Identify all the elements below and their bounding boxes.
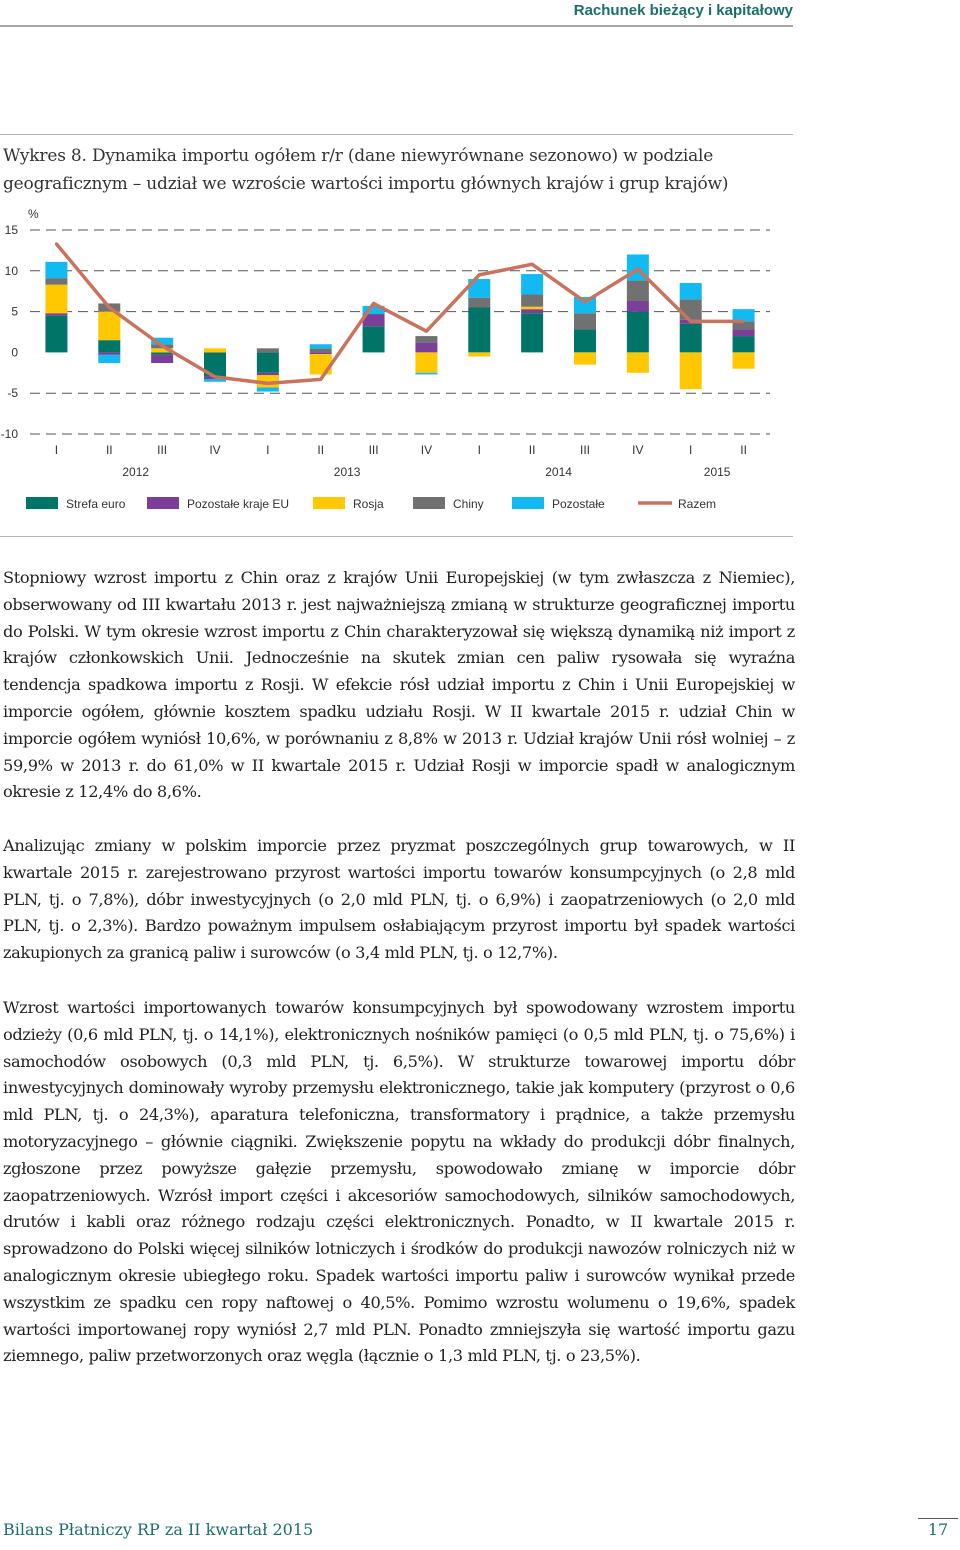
- chart: [0, 200, 793, 530]
- line-razem-point: [689, 320, 692, 323]
- caption-top-rule: [0, 134, 793, 135]
- bar-rosja: [468, 352, 490, 356]
- bar-strefa-euro: [151, 352, 173, 354]
- line-razem-point: [425, 330, 428, 333]
- line-razem-point: [742, 320, 745, 323]
- bar-chiny: [521, 294, 543, 306]
- x-tick-label: II: [105, 443, 113, 457]
- y-tick-label: -10: [0, 427, 18, 441]
- legend-swatch: [26, 497, 58, 509]
- bar-pozosta-e: [310, 344, 332, 348]
- bar-rosja: [574, 352, 596, 364]
- legend-label: Rosja: [353, 497, 384, 511]
- legend-label: Chiny: [453, 497, 484, 511]
- y-tick-label: 15: [4, 223, 18, 237]
- year-label: 2014: [545, 465, 572, 479]
- legend-swatch: [413, 497, 445, 509]
- x-tick-label: IV: [632, 443, 644, 457]
- footer-page-number: 17: [927, 1520, 949, 1539]
- bar-pozosta-e: [257, 387, 279, 391]
- bar-strefa-euro: [363, 326, 385, 352]
- bar-strefa-euro: [680, 324, 702, 353]
- bar-pozosta-e-kraje-eu: [310, 352, 332, 354]
- x-tick-label: II: [317, 443, 325, 457]
- paragraph-1-text: Stopniowy wzrost importu z Chin oraz z krajów Unii Europejskiej (w tym zwłaszcza z Niemiec), obserwowany od III kwartału 2013 r. jest najważniejszą zmianą w strukturze geograficznej importu do Polski. W tym okresie wzrost importu z Chin charakteryzował się większą dynamiką niż import z krajów członkowskich Unii. Jednocześnie na skutek zmian cen paliw rysowała się wyraźna tendencja spadkowa importu z Rosji. W efekcie rósł udział importu z Chin i Unii Europejskiej w imporcie ogółem, głównie kosztem spadku udziału Rosji. W II kwartale 2015 r. udział Chin w imporcie ogółem wyniósł 10,6%, w porównaniu z 8,8% w 2013 r. Udział krajów Unii rósł wolniej – z 59,9% w 2013 r. do 61,0% w II kwartale 2015 r. Udział Rosji w imporcie spadł w analogicznym okresie z 12,4% do 8,6%.: [3, 568, 795, 802]
- year-label: 2013: [333, 465, 361, 479]
- bar-pozosta-e: [204, 379, 226, 381]
- bar-pozosta-e-kraje-eu: [415, 343, 437, 353]
- bar-rosja: [204, 348, 226, 352]
- x-tick-label: IV: [420, 443, 433, 457]
- y-tick-label: 0: [11, 345, 18, 360]
- y-tick-label: 5: [11, 304, 18, 319]
- section-title: Rachunek bieżący i kapitałowy: [573, 2, 793, 19]
- y-tick-label: 10: [4, 263, 18, 278]
- legend-label: Pozostałe: [552, 497, 605, 511]
- bar-rosja: [415, 352, 437, 372]
- header-rule: [0, 25, 793, 27]
- year-label: 2012: [122, 465, 150, 479]
- bar-strefa-euro: [45, 316, 67, 353]
- bar-chiny: [45, 278, 67, 285]
- footer-publication: Bilans Płatniczy RP za II kwartał 2015: [3, 1520, 314, 1539]
- bar-chiny: [415, 336, 437, 343]
- bar-pozosta-e-kraje-eu: [521, 309, 543, 313]
- paragraph-2-text: Analizując zmiany w polskim imporcie przez pryzmat poszczególnych grup towarowych, w II kwartale 2015 r. zarejestrowano przyrost wartości importu towarów konsumpcyjnych (o 2,8 mld PLN, tj. o 7,8%), dóbr inwestycyjnych (o 2,0 mld PLN, tj. o 6,9%) i zaopatrzeniowych (o 2,0 mld PLN, tj. o 2,3%). Bardzo poważnym impulsem osłabiającym przyrost importu był spadek wartości zakupionych za granicą paliw i surowców (o 3,4 mld PLN, tj. o 12,7%).: [3, 836, 795, 963]
- bar-pozosta-e: [733, 309, 755, 321]
- x-tick-label: IV: [209, 443, 221, 457]
- bar-strefa-euro: [521, 313, 543, 352]
- legend-label: Strefa euro: [66, 497, 126, 511]
- line-razem-point: [372, 302, 375, 305]
- paragraph-3: [3, 995, 795, 1370]
- bar-strefa-euro: [733, 336, 755, 352]
- legend-label: Razem: [678, 497, 717, 511]
- x-tick-label: I: [54, 443, 59, 457]
- x-tick-label: III: [579, 443, 591, 457]
- line-razem-point: [636, 268, 639, 271]
- bar-rosja: [521, 307, 543, 309]
- x-tick-label: II: [528, 443, 536, 457]
- bar-chiny: [257, 348, 279, 352]
- bar-strefa-euro: [468, 308, 490, 353]
- x-tick-label: I: [689, 443, 693, 457]
- bar-rosja: [98, 312, 120, 341]
- x-tick-label: III: [368, 443, 379, 457]
- bar-chiny: [627, 281, 649, 301]
- paragraph-3-text: Wzrost wartości importowanych towarów konsumpcyjnych był spowodowany wzrostem importu odzieży (0,6 mld PLN, tj. o 14,1%), elektronicznych nośników pamięci (o 0,5 mld PLN, tj. o 75,6%) i samochodów osobowych (0,3 mld PLN, tj. 6,5%). W strukturze towarowej importu dóbr inwestycyjnych dominowały wyroby przemysłu elektronicznego, takie jak komputery (przyrost o 0,6 mld PLN, tj. o 24,3%), aparatura telefoniczna, transformatory i prądnice, a także przemysłu motoryzacyjnego – głównie ciągniki. Zwiększenie popytu na wkłady do produkcji dóbr finalnych, zgłoszone przez powyższe gałęzie przemysłu, spowodowało zmianę w imporcie dóbr zaopatrzeniowych. Wzrósł import części i akcesoriów samochodowych, silników samochodowych, drutów i kabli oraz różnego rodzaju części elektronicznych. Ponadto, w II kwartale 2015 r. sprowadzono do Polski więcej silników lotniczych i środków do produkcji nawozów rolniczych niż w analogicznym okresie ubiegłego roku. Spadek wartości importu paliw i surowców wynikał przede wszystkim ze spadku cen ropy naftowej o 40,5%. Pomimo wzrostu wolumenu o 19,6%, spadek wartości importowanej ropy wyniósł 2,7 mld PLN. Ponadto zmniejszyła się wartość importu gazu ziemnego, paliw przetworzonych oraz węgla (łącznie o 1,3 mld PLN, tj. o 23,5%).: [3, 998, 795, 1366]
- bar-strefa-euro: [574, 330, 596, 353]
- x-tick-label: I: [477, 443, 481, 457]
- line-razem-point: [55, 242, 58, 245]
- footer-page-rule: [918, 1518, 958, 1519]
- legend-swatch: [147, 497, 179, 509]
- chart-svg: [0, 200, 793, 530]
- line-razem-point: [584, 300, 587, 303]
- line-razem-point: [319, 378, 322, 381]
- line-razem-point: [161, 344, 164, 347]
- bar-pozosta-e-kraje-eu: [627, 301, 649, 312]
- bar-pozosta-e: [98, 355, 120, 363]
- bar-chiny: [680, 299, 702, 319]
- bar-pozosta-e-kraje-eu: [98, 352, 120, 354]
- bar-pozosta-e: [45, 262, 67, 278]
- bar-pozosta-e-kraje-eu: [257, 373, 279, 375]
- figure-caption: Wykres 8. Dynamika importu ogółem r/r (dane niewyrównane sezonowo) w podziale geograficznym – udział we wzroście wartości importu głównych krajów i grup krajów): [3, 146, 729, 194]
- line-razem-point: [108, 306, 111, 309]
- x-tick-label: II: [740, 443, 747, 457]
- line-razem-point: [531, 263, 534, 266]
- x-tick-label: I: [266, 443, 270, 457]
- legend-swatch: [512, 497, 544, 509]
- chart-bottom-rule: [0, 536, 793, 537]
- bar-rosja: [680, 352, 702, 389]
- y-tick-label: -5: [7, 386, 18, 401]
- bar-chiny: [468, 298, 490, 308]
- line-razem-point: [478, 273, 481, 276]
- bar-chiny: [574, 313, 596, 329]
- legend-swatch: [313, 497, 345, 509]
- paragraph-1: [3, 565, 795, 806]
- bar-pozosta-e-kraje-eu: [733, 330, 755, 337]
- bar-strefa-euro: [627, 312, 649, 353]
- bar-strefa-euro: [98, 340, 120, 352]
- bar-strefa-euro: [257, 352, 279, 372]
- bar-pozosta-e: [680, 283, 702, 299]
- bar-pozosta-e-kraje-eu: [45, 313, 67, 315]
- y-unit-label: %: [28, 207, 39, 221]
- x-tick-label: III: [157, 443, 168, 457]
- bar-pozosta-e: [415, 373, 437, 375]
- bar-rosja: [627, 352, 649, 372]
- bar-pozosta-e: [521, 274, 543, 294]
- bar-pozosta-e: [574, 297, 596, 313]
- year-label: 2015: [703, 465, 731, 479]
- line-razem-point: [214, 375, 217, 378]
- paragraph-2: [3, 833, 795, 967]
- line-razem-point: [266, 382, 269, 385]
- bar-rosja: [310, 354, 332, 374]
- legend-label: Pozostałe kraje EU: [187, 497, 290, 511]
- bar-pozosta-e-kraje-eu: [151, 355, 173, 363]
- bar-rosja: [45, 285, 67, 314]
- bar-rosja: [733, 352, 755, 368]
- bar-chiny: [310, 348, 332, 352]
